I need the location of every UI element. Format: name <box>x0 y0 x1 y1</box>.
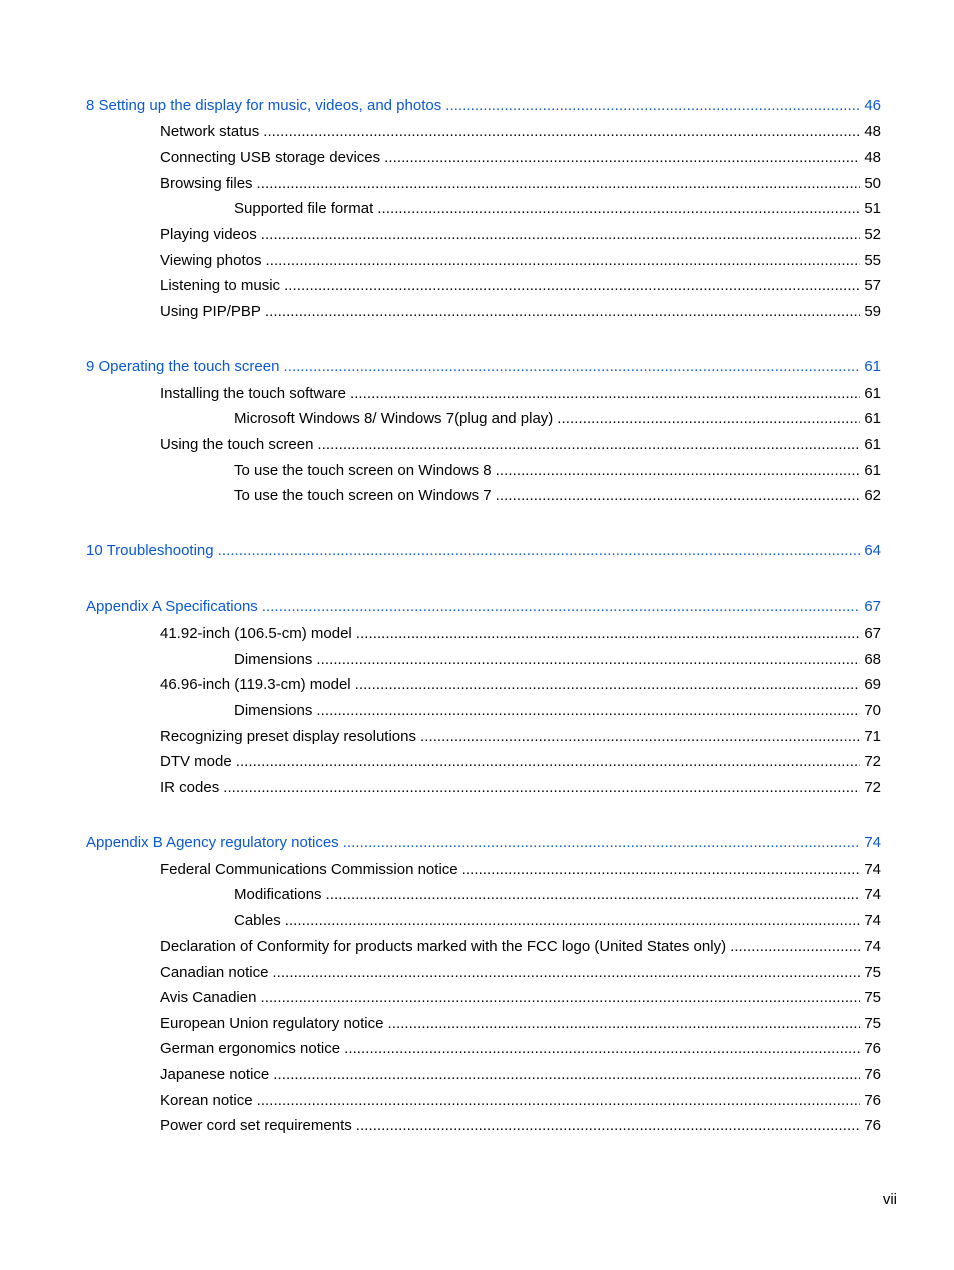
toc-entry-page: 55 <box>864 252 881 269</box>
toc-entry <box>160 1038 881 1060</box>
toc-entry <box>160 751 881 773</box>
toc-entry <box>234 198 881 220</box>
toc-entry-page: 76 <box>864 1117 881 1134</box>
toc-entry <box>160 936 881 958</box>
dot-leader <box>384 147 860 169</box>
toc-entry-page: 72 <box>864 753 881 770</box>
toc-entry <box>160 1013 881 1035</box>
dot-leader <box>496 485 861 507</box>
toc-entry-title: Japanese notice <box>160 1066 270 1083</box>
dot-leader <box>257 1090 861 1112</box>
toc-entry-title: Playing videos <box>160 226 257 243</box>
toc-entry <box>160 250 881 272</box>
dot-leader <box>343 832 861 854</box>
dot-leader <box>350 383 860 405</box>
toc-entry-title: IR codes <box>160 779 220 796</box>
dot-leader <box>257 173 861 195</box>
dot-leader <box>445 95 860 117</box>
dot-leader <box>356 623 861 645</box>
dot-leader <box>377 198 860 220</box>
toc-entry-title: 41.92-inch (106.5-cm) model <box>160 625 352 642</box>
toc-entry-page: 74 <box>864 912 881 929</box>
toc-chapter-link[interactable] <box>86 356 881 378</box>
toc-entry-title: Dimensions <box>234 702 313 719</box>
dot-leader <box>326 884 861 906</box>
toc-entry-title: 46.96-inch (119.3-cm) model <box>160 676 351 693</box>
dot-leader <box>420 726 860 748</box>
dot-leader <box>273 1064 860 1086</box>
toc-entry-title: DTV mode <box>160 753 232 770</box>
page-number: vii <box>882 1191 897 1208</box>
dot-leader <box>285 910 861 932</box>
toc-entry-title: 8 Setting up the display for music, videos, and photos <box>86 97 442 114</box>
dot-leader <box>265 250 860 272</box>
toc-entry-page: 48 <box>864 149 881 166</box>
toc-entry-title: Supported file format <box>234 200 374 217</box>
toc-entry-title: Canadian notice <box>160 964 269 981</box>
toc-entry <box>160 173 881 195</box>
toc-entry-page: 75 <box>864 989 881 1006</box>
toc-entry <box>160 147 881 169</box>
toc-entry-title: German ergonomics notice <box>160 1040 341 1057</box>
toc-entry-page: 48 <box>864 123 881 140</box>
toc-entry-title: Declaration of Conformity for products marked with the FCC logo (United States only) <box>160 938 727 955</box>
toc-entry <box>160 1115 881 1137</box>
dot-leader <box>261 224 861 246</box>
toc-entry <box>160 383 881 405</box>
toc-entry-title: Listening to music <box>160 277 281 294</box>
dot-leader <box>262 596 861 618</box>
dot-leader <box>356 1115 861 1137</box>
toc-entry-page: 72 <box>864 779 881 796</box>
toc-entry-page: 74 <box>864 834 881 851</box>
toc-entry <box>160 859 881 881</box>
toc-entry-page: 75 <box>864 1015 881 1032</box>
dot-leader <box>316 700 860 722</box>
toc-entry-title: Appendix B Agency regulatory notices <box>86 834 339 851</box>
toc-entry-page: 76 <box>864 1066 881 1083</box>
toc-entry <box>160 674 881 696</box>
toc-entry <box>160 623 881 645</box>
toc-entry <box>160 275 881 297</box>
toc-entry <box>234 649 881 671</box>
toc-entry-page: 64 <box>864 542 881 559</box>
toc-entry <box>160 726 881 748</box>
toc-entry-title: Browsing files <box>160 175 253 192</box>
toc-entry-title: Power cord set requirements <box>160 1117 352 1134</box>
toc-entry-page: 74 <box>864 938 881 955</box>
toc-chapter-link[interactable] <box>86 540 881 562</box>
toc-entry-page: 61 <box>864 358 881 375</box>
dot-leader <box>236 751 861 773</box>
toc-entry <box>234 485 881 507</box>
toc-entry-title: Appendix A Specifications <box>86 598 258 615</box>
toc-entry-title: Avis Canadien <box>160 989 257 1006</box>
toc-entry <box>234 460 881 482</box>
toc-entry-title: Using PIP/PBP <box>160 303 261 320</box>
dot-leader <box>496 460 861 482</box>
toc-entry <box>160 121 881 143</box>
toc-entry <box>160 777 881 799</box>
toc-entry-page: 61 <box>864 385 881 402</box>
toc-entry-title: Recognizing preset display resolutions <box>160 728 416 745</box>
toc-entry-page: 70 <box>864 702 881 719</box>
toc-entry-title: Connecting USB storage devices <box>160 149 381 166</box>
dot-leader <box>344 1038 860 1060</box>
dot-leader <box>316 649 860 671</box>
toc-entry-title: Cables <box>234 912 281 929</box>
toc-chapter-link[interactable] <box>86 596 881 618</box>
toc-entry <box>234 910 881 932</box>
dot-leader <box>730 936 860 958</box>
toc-entry <box>234 884 881 906</box>
toc-entry-page: 74 <box>864 886 881 903</box>
toc-entry-page: 62 <box>864 487 881 504</box>
dot-leader <box>223 777 860 799</box>
toc-entry <box>160 1064 881 1086</box>
toc-entry-page: 52 <box>864 226 881 243</box>
dot-leader <box>265 301 860 323</box>
toc-entry <box>160 1090 881 1112</box>
toc-entry <box>160 224 881 246</box>
toc-entry-page: 61 <box>864 436 881 453</box>
dot-leader <box>462 859 861 881</box>
toc-chapter-link[interactable] <box>86 95 881 117</box>
toc-entry-page: 71 <box>864 728 881 745</box>
toc-entry-page: 59 <box>864 303 881 320</box>
toc-entry-title: Modifications <box>234 886 322 903</box>
toc-entry <box>234 408 881 430</box>
toc-entry <box>160 301 881 323</box>
toc-entry-title: European Union regulatory notice <box>160 1015 384 1032</box>
toc-entry-title: 10 Troubleshooting <box>86 542 214 559</box>
toc-entry-title: Viewing photos <box>160 252 262 269</box>
dot-leader <box>355 674 861 696</box>
toc-entry-title: Korean notice <box>160 1092 253 1109</box>
dot-leader <box>272 962 860 984</box>
toc-entry-page: 46 <box>864 97 881 114</box>
dot-leader <box>317 434 860 456</box>
toc-entry-title: To use the touch screen on Windows 8 <box>234 462 492 479</box>
toc-entry-page: 61 <box>864 462 881 479</box>
dot-leader <box>283 356 860 378</box>
toc-entry-page: 76 <box>864 1092 881 1109</box>
dot-leader <box>218 540 861 562</box>
toc-entry <box>160 434 881 456</box>
toc-entry-page: 51 <box>864 200 881 217</box>
toc-entry <box>160 987 881 1009</box>
toc-entry-title: 9 Operating the touch screen <box>86 358 280 375</box>
toc-entry-page: 76 <box>864 1040 881 1057</box>
toc-entry <box>160 962 881 984</box>
dot-leader <box>260 987 860 1009</box>
toc-entry-page: 50 <box>864 175 881 192</box>
dot-leader <box>284 275 860 297</box>
dot-leader <box>557 408 860 430</box>
toc-entry-page: 69 <box>864 676 881 693</box>
toc-entry-title: Installing the touch software <box>160 385 346 402</box>
toc-chapter-link[interactable] <box>86 832 881 854</box>
toc-entry-title: To use the touch screen on Windows 7 <box>234 487 492 504</box>
toc-entry-title: Network status <box>160 123 260 140</box>
toc-entry-title: Federal Communications Commission notice <box>160 861 458 878</box>
toc-entry-page: 75 <box>864 964 881 981</box>
toc-entry-title: Dimensions <box>234 651 313 668</box>
toc-entry-page: 68 <box>864 651 881 668</box>
toc-entry-title: Using the touch screen <box>160 436 314 453</box>
toc-entry-page: 57 <box>864 277 881 294</box>
dot-leader <box>387 1013 860 1035</box>
toc-entry-title: Microsoft Windows 8/ Windows 7(plug and play) <box>234 410 554 427</box>
toc-entry-page: 67 <box>864 598 881 615</box>
toc-entry-page: 67 <box>864 625 881 642</box>
toc-entry-page: 74 <box>864 861 881 878</box>
toc-entry <box>234 700 881 722</box>
dot-leader <box>263 121 860 143</box>
toc-entry-page: 61 <box>864 410 881 427</box>
